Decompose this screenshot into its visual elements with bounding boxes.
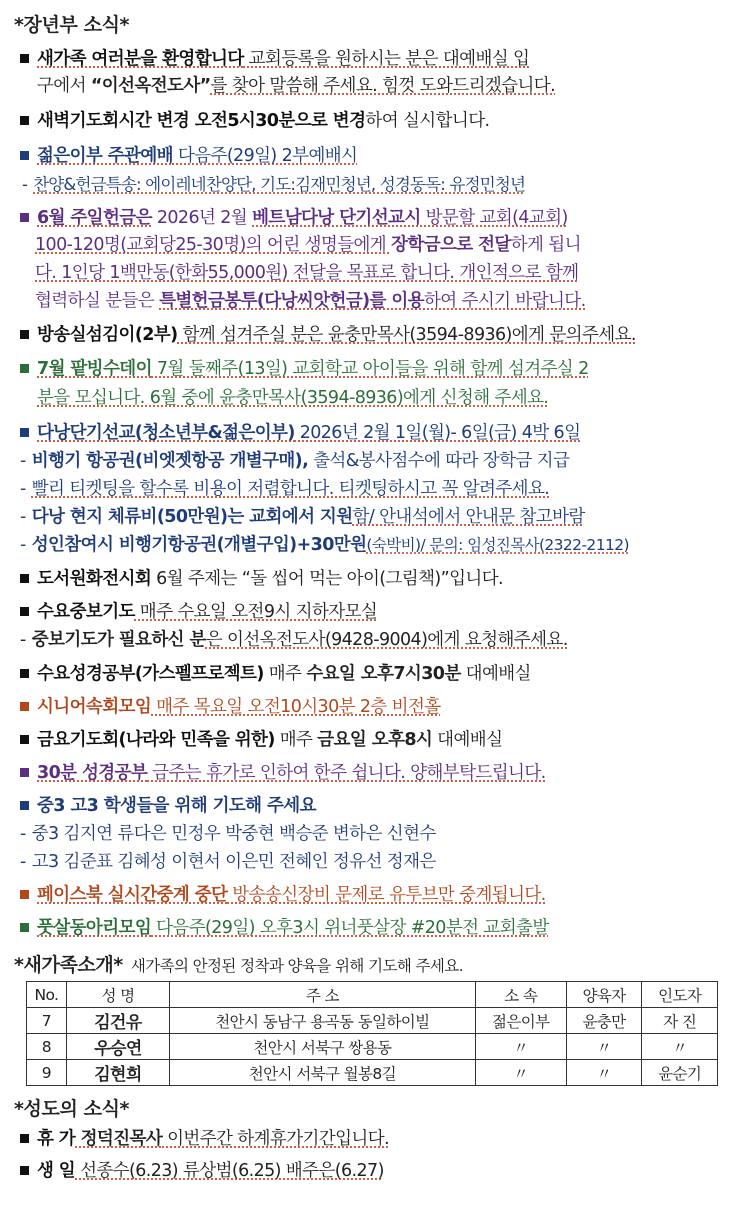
item-youth-detail: - 찬양&헌금특송: 에이레네찬양단, 기도:김재민청년, 성경동독: 유정민청년 <box>22 175 526 194</box>
col-dept: 소 속 <box>475 982 566 1008</box>
item-broadcast: 방송실섬김이(2부) 함께 섬겨주실 분은 윤충만목사(3594-8936)에게 문의주세요. <box>0 324 739 346</box>
cell-guide: 자 진 <box>642 1008 718 1034</box>
item-wed-bible: 수요성경공부(가스펠프로젝트) 매주 수요일 오후7시30분 대예배실 <box>0 663 739 685</box>
item-dawn-prayer: 새벽기도회시간 변경 오전5시30분으로 변경하여 실시합니다. <box>0 110 739 132</box>
bullet-square-icon <box>20 669 29 678</box>
section-new-family: *새가족소개* 새가족의 안정된 정착과 양육을 위해 기도해 주세요. <box>14 954 463 976</box>
bullet-square-icon <box>20 574 29 583</box>
item-wed-prayer-line1: - 중보기도가 필요하신 분은 이선옥전도사(9428-9004)에게 요청해주세요. <box>20 630 568 650</box>
bullet-square-icon <box>20 1166 29 1175</box>
table-header-row <box>27 982 718 1008</box>
table-row <box>27 1034 718 1060</box>
bullet-square-icon <box>20 151 29 160</box>
cell-guide: 윤순기 <box>642 1060 718 1086</box>
item-library: 도서원화전시회 6월 주제는 “돌 씹어 먹는 아이(그림책)”입니다. <box>0 568 739 590</box>
item-patbingsu-line2: 분을 모십니다. 6월 중에 윤충만목사(3594-8936)에게 신청해 주세요. <box>37 388 549 408</box>
item-students-m3: - 중3 김지연 류다은 민정우 박중현 백승준 변하은 신현수 <box>20 824 436 844</box>
bullet-square-icon <box>20 364 29 373</box>
item-welcome: 새가족 여러분을 환영합니다 교회등록을 원하시는 분은 대예배실 입 <box>0 48 739 70</box>
cell-address: 천안시 서북구 쌍용동 <box>170 1034 476 1060</box>
cell-dept: 〃 <box>475 1034 566 1060</box>
item-offering: 6월 주일헌금은 2026년 2월 베트남다낭 단기선교시 방문할 교회(4교회) <box>0 207 739 229</box>
bullet-square-icon <box>20 735 29 744</box>
bullet-square-icon <box>20 702 29 711</box>
item-welcome-line2: 구에서 “이선옥전도사”를 찾아 말씀해 주세요. 힘껏 도와드리겠습니다. <box>37 76 556 96</box>
cell-guide: 〃 <box>642 1034 718 1060</box>
item-fri-prayer: 금요기도회(나라와 민족을 위한) 매주 금요일 오후8시 대예배실 <box>0 729 739 751</box>
item-wed-prayer: 수요중보기도 매주 수요일 오전9시 지하자모실 <box>0 601 739 623</box>
cell-name: 김현희 <box>66 1060 169 1086</box>
item-facebook: 페이스북 실시간중계 중단 방송송신장비 문제로 유투브만 중계됩니다. <box>0 884 739 906</box>
table-row <box>27 1060 718 1086</box>
item-vacation: 휴 가 정덕진목사 이번주간 하계휴가기간입니다. <box>0 1128 739 1150</box>
item-offering-line3: 다. 1인당 1백만동(한화55,000원) 전달을 목표로 합니다. 개인적으로 함께 <box>35 263 579 283</box>
item-danang: 다낭단기선교(청소년부&젊은이부) 2026년 2월 1일(월)- 6일(금) 4박 6일 <box>0 422 739 444</box>
item-youth-worship: 젊은이부 주관예배 다음주(29일) 2부예배시 <box>0 145 739 167</box>
section-church-news: *장년부 소식* <box>14 14 130 36</box>
bullet-square-icon <box>20 116 29 125</box>
item-futsal: 풋살동아리모임 다음주(29일) 오후3시 위너풋살장 #20분전 교회출발 <box>0 917 739 939</box>
cell-no: 7 <box>27 1008 67 1034</box>
col-mentor: 양육자 <box>566 982 642 1008</box>
bullet-square-icon <box>20 1134 29 1143</box>
cell-name: 우승연 <box>66 1034 169 1060</box>
cell-address: 천안시 서북구 월봉8길 <box>170 1060 476 1086</box>
bullet-square-icon <box>20 890 29 899</box>
item-patbingsu: 7월 팥빙수데이 7월 둘째주(13일) 교회학교 아이들을 위해 함께 섬겨주실 2 <box>0 358 739 380</box>
bullet-square-icon <box>20 330 29 339</box>
cell-dept: 젊은이부 <box>475 1008 566 1034</box>
col-no: No. <box>27 982 67 1008</box>
item-danang-line2: - 빨리 티켓팅을 할수록 비용이 저렴합니다. 티켓팅하시고 꼭 알려주세요. <box>20 479 550 499</box>
bullet-square-icon <box>20 768 29 777</box>
bullet-square-icon <box>20 213 29 222</box>
item-students: 중3 고3 학생들을 위해 기도해 주세요 <box>0 795 739 817</box>
col-address: 주 소 <box>170 982 476 1008</box>
new-family-table <box>26 981 718 1086</box>
cell-name: 김건유 <box>66 1008 169 1034</box>
bullet-square-icon <box>20 54 29 63</box>
item-bible30: 30분 성경공부 금주는 휴가로 인하여 한주 쉽니다. 양해부탁드립니다. <box>0 762 739 784</box>
item-offering-line4: 협력하실 분들은 특별헌금봉투(다낭씨앗헌금)를 이용하여 주시기 바랍니다. <box>35 291 586 311</box>
bullet-square-icon <box>20 607 29 616</box>
item-danang-line4: - 성인참여시 비행기항공권(개별구입)+30만원(숙박비)/ 문의: 임성진목사(2322-2112) <box>20 535 629 555</box>
item-birthday: 생 일 선종수(6.23) 류상범(6.25) 배주은(6.27) <box>0 1160 739 1182</box>
cell-mentor: 〃 <box>566 1060 642 1086</box>
cell-address: 천안시 동남구 용곡동 동일하이빌 <box>170 1008 476 1034</box>
bullet-square-icon <box>20 801 29 810</box>
item-danang-line3: - 다낭 현지 체류비(50만원)는 교회에서 지원함/ 안내석에서 안내문 참고바람 <box>20 507 585 527</box>
item-offering-line2: 100-120명(교회당25-30명)의 어린 생명들에게 장학금으로 전달하게 됩니 <box>35 235 581 255</box>
bullet-square-icon <box>20 923 29 932</box>
cell-mentor: 윤충만 <box>566 1008 642 1034</box>
section-saints-news: *성도의 소식* <box>14 1098 130 1120</box>
table-row <box>27 1008 718 1034</box>
item-senior: 시니어속회모임 매주 목요일 오전10시30분 2층 비전홀 <box>0 696 739 718</box>
cell-no: 9 <box>27 1060 67 1086</box>
item-danang-line1: - 비행기 항공권(비엣젯항공 개별구매), 출석&봉사점수에 따라 장학금 지급 <box>20 451 570 471</box>
cell-dept: 〃 <box>475 1060 566 1086</box>
item-students-h3: - 고3 김준표 김혜성 이현서 이은민 전혜인 정유선 정재은 <box>20 852 436 872</box>
col-name: 성 명 <box>66 982 169 1008</box>
cell-no: 8 <box>27 1034 67 1060</box>
cell-mentor: 〃 <box>566 1034 642 1060</box>
bullet-square-icon <box>20 428 29 437</box>
col-guide: 인도자 <box>642 982 718 1008</box>
